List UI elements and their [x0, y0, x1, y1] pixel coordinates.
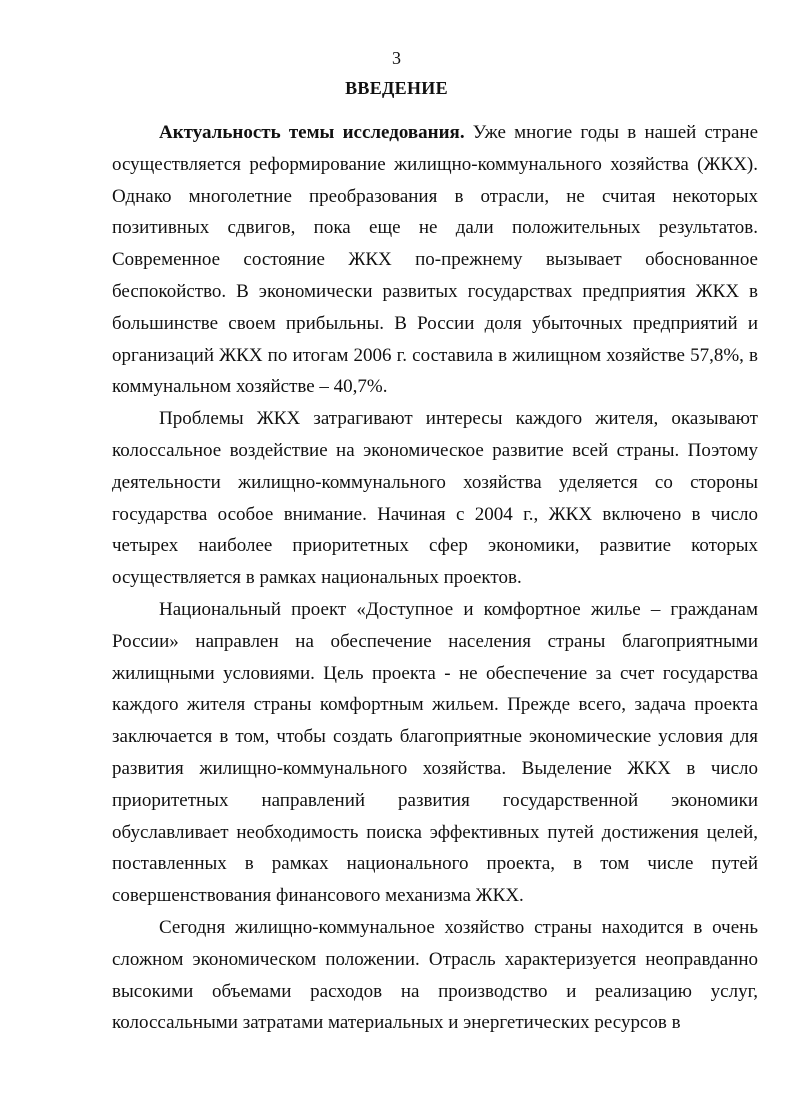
paragraph-problems: Проблемы ЖКХ затрагивают интересы каждого жителя, оказывают колоссальное воздействие на экономическое развитие всей страны. Поэтому деятельности жилищно-коммунального хозяйства уделяется со стороны государства особое внимание. Начиная с 2004 г., ЖКХ включено в число четырех наиболее приоритетных сфер экономики, развитие которых осуществляется в рамках национальных проектов. [112, 408, 758, 589]
paragraph-text: Уже многие годы в нашей стране осуществляется реформирование жилищно-коммунального хозяйства (ЖКХ). Однако многолетние преобразования в отрасли, не считая некоторых позитивных сдвигов, пока еще не дали положительных результатов. Современное состояние ЖКХ по-прежнему вызывает обоснованное беспокойство. В экономически развитых государствах предприятия ЖКХ в большинстве своем прибыльны. В России доля убыточных предприятий и организаций ЖКХ по итогам 2006 г. составила в жилищном хозяйстве 57,8%, в коммунальном хозяйстве – 40,7%. [112, 122, 758, 398]
page-title: ВВЕДЕНИЕ [345, 78, 448, 98]
paragraph-national-project: Национальный проект «Доступное и комфортное жилье – гражданам России» направлен на обеспечение населения страны благоприятными жилищными условиями. Цель проекта - не обеспечение за счет государства каждого жителя страны комфортным жильем. Прежде всего, задача проекта заключается в том, чтобы создать благоприятные экономические условия для развития жилищно-коммунального хозяйства. Выделение ЖКХ в число приоритетных направлений развития государственной экономики обуславливает необходимость поиска эффективных путей достижения целей, поставленных в рамках национального проекта, в том числе путей совершенствования финансового механизма ЖКХ. [112, 598, 758, 907]
paragraph-current-state: Сегодня жилищно-коммунальное хозяйство страны находится в очень сложном экономическом положении. Отрасль характеризуется неоправданно высокими объемами расходов на производство и реализацию услуг, колоссальными затратами материальных и энергетических ресурсов в [112, 916, 758, 1034]
paragraph-relevance [112, 117, 758, 403]
page-number: 3 [392, 48, 401, 68]
document-body [112, 117, 758, 1039]
paragraph-lead: Актуальность темы исследования. [159, 122, 465, 143]
